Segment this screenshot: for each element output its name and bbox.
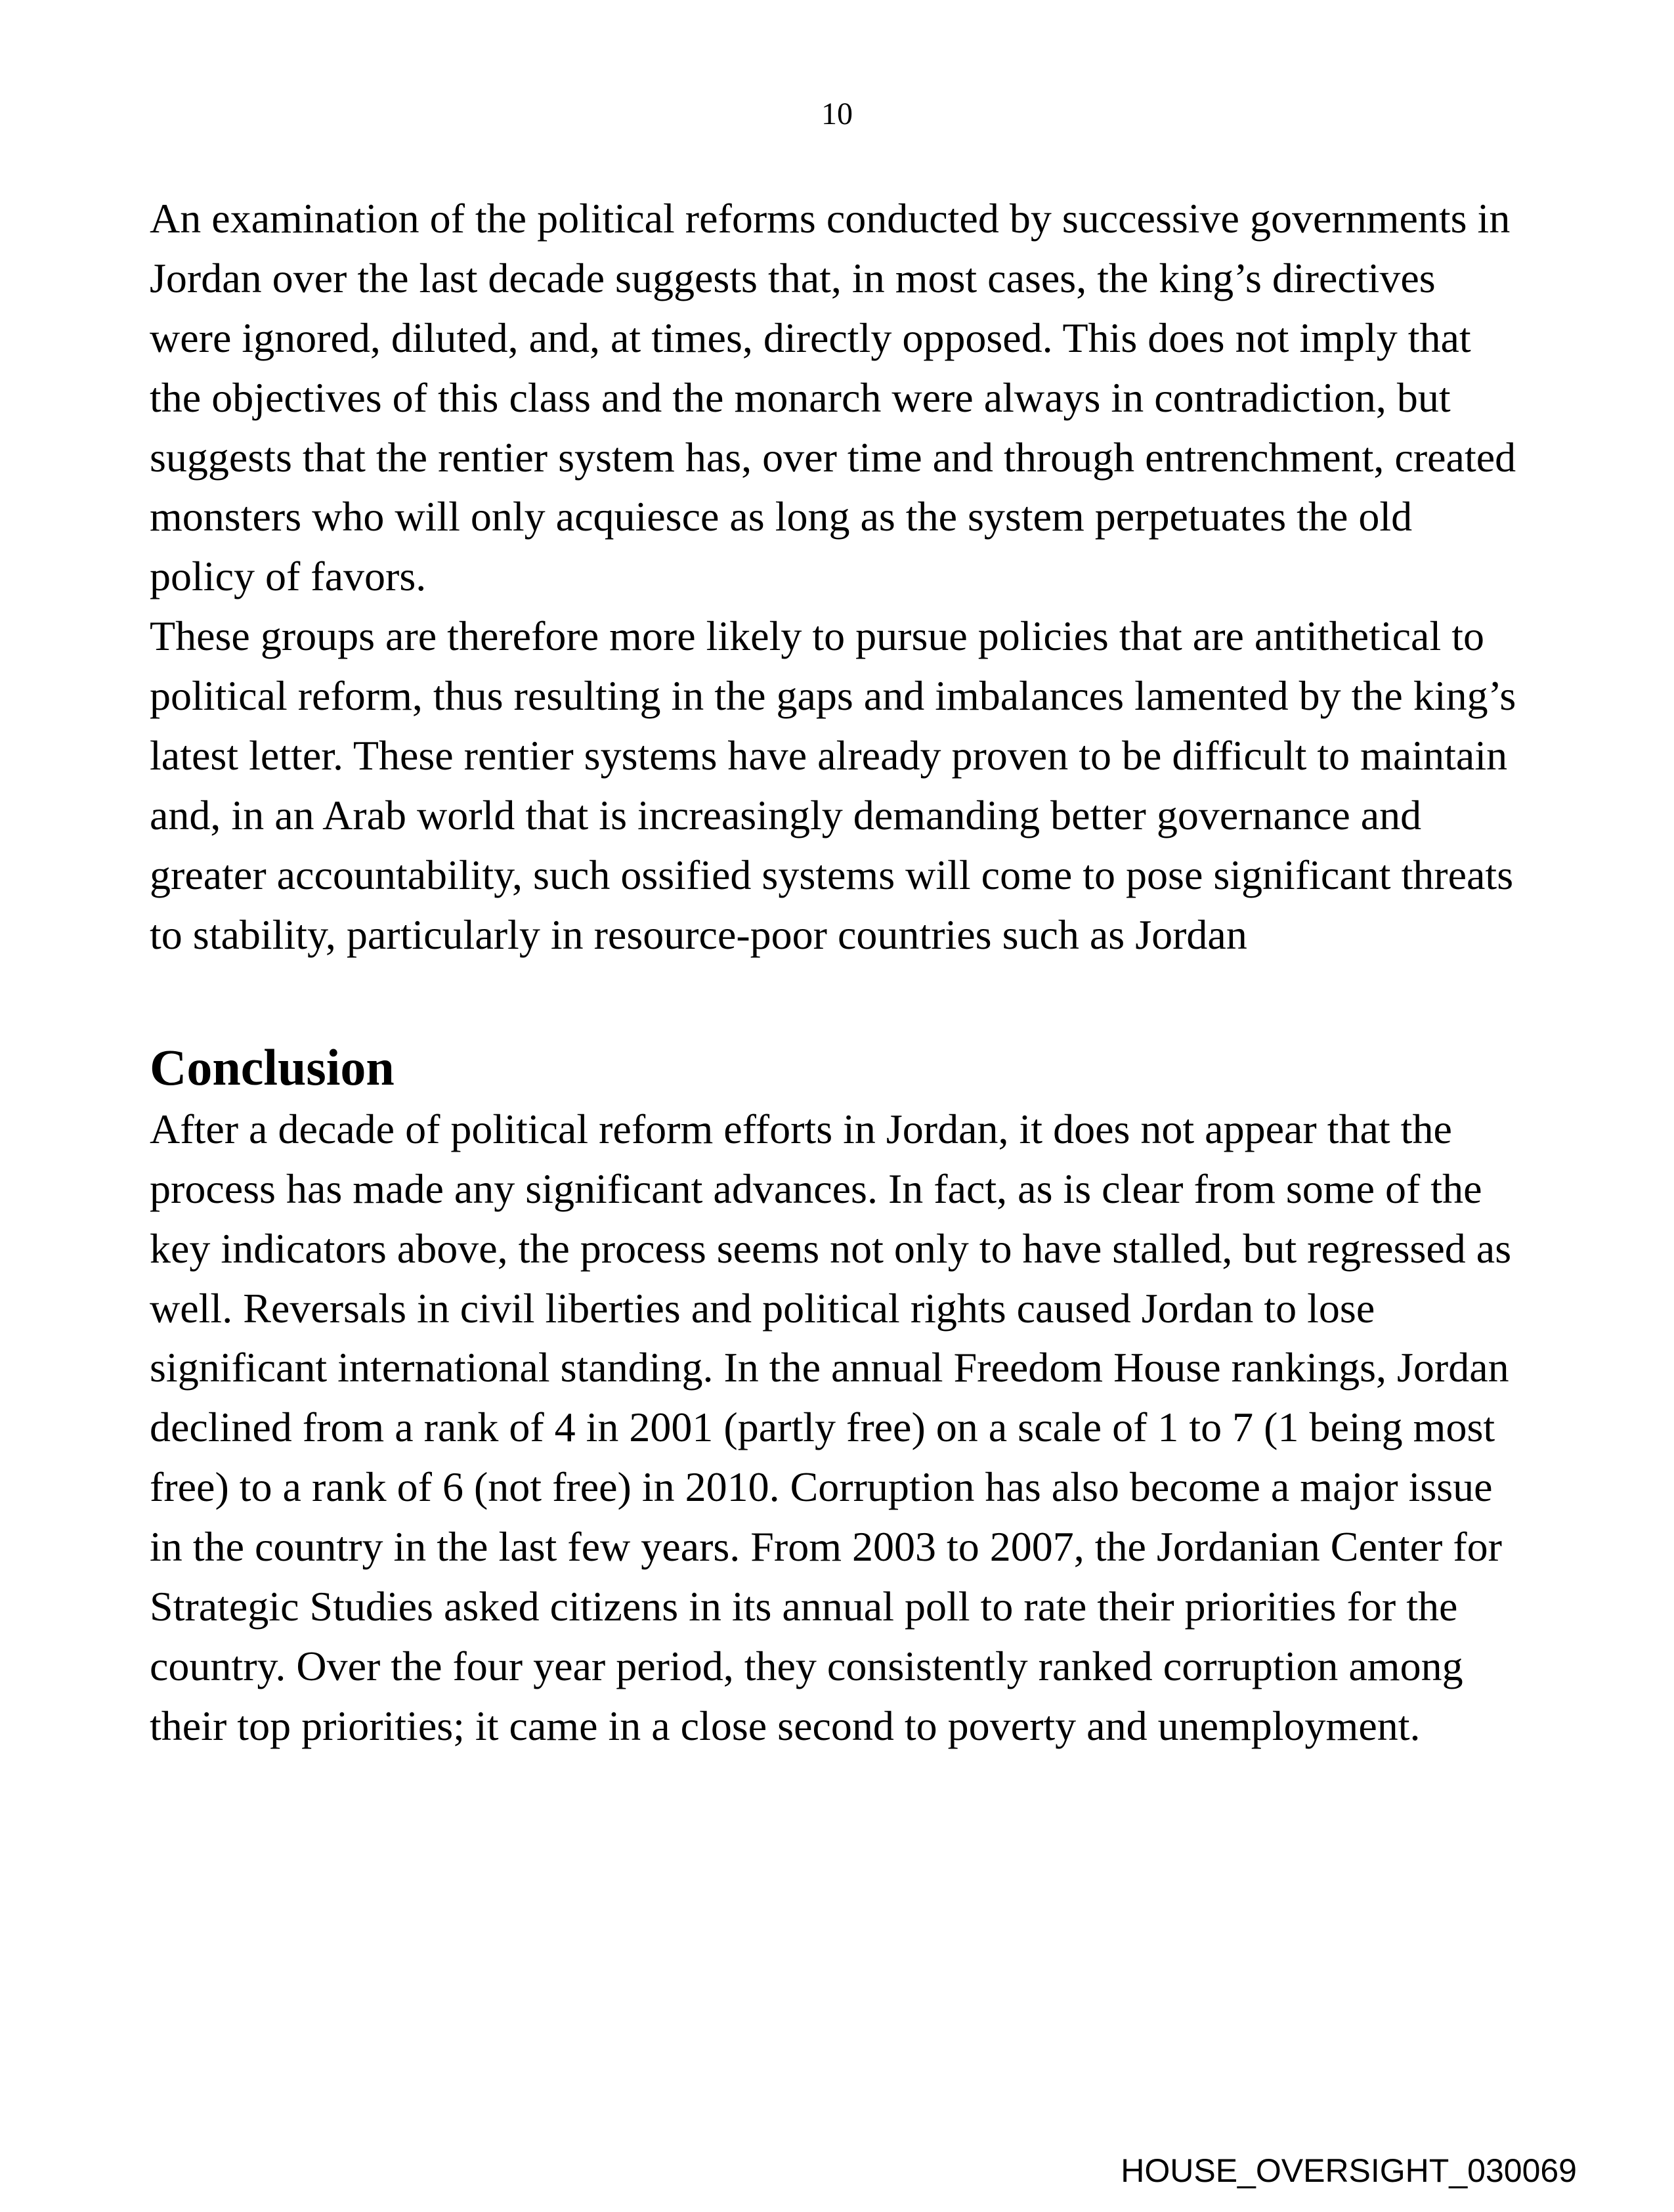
page-content [150,189,1523,1756]
body-paragraph: These groups are therefore more likely to pursue policies that are antithetical to political reform, thus resulting in the gaps and imbalances lamented by the king’s latest letter. These rentier systems have already proven to be difficult to maintain and, in an Arab world that is increasingly demanding better governance and greater accountability, such ossified systems will come to pose significant threats to stability, particularly in resource-poor countries such as Jordan [150,613,1516,958]
conclusion-paragraph: After a decade of political reform efforts in Jordan, it does not appear that the process has made any significant advances. In fact, as is clear from some of the key indicators above, the process seems not only to have stalled, but regressed as well. Reversals in civil liberties and political rights caused Jordan to lose significant international standing. In the annual Freedom House rankings, Jordan declined from a rank of 4 in 2001 (partly free) on a scale of 1 to 7 (1 being most free) to a rank of 6 (not free) in 2010. Corruption has also become a major issue in the country in the last few years. From 2003 to 2007, the Jordanian Center for Strategic Studies asked citizens in its annual poll to rate their priorities for the country. Over the four year period, they consistently ranked corruption among their top priorities; it came in a close second to poverty and unemployment. [150,1105,1512,1749]
page-number: 10 [821,97,853,131]
conclusion-heading: Conclusion [150,1039,395,1096]
bates-stamp: HOUSE_OVERSIGHT_030069 [1121,2152,1577,2189]
body-paragraph: An examination of the political reforms conducted by successive governments in Jordan over the last decade suggests that, in most cases, the king’s directives were ignored, diluted, and, at times, directly opposed. This does not imply that the objectives of this class and the monarch were always in contradiction, but suggests that the rentier system has, over time and through entrenchment, created monsters who will only acquiesce as long as the system perpetuates the old policy of favors. [150,195,1516,600]
